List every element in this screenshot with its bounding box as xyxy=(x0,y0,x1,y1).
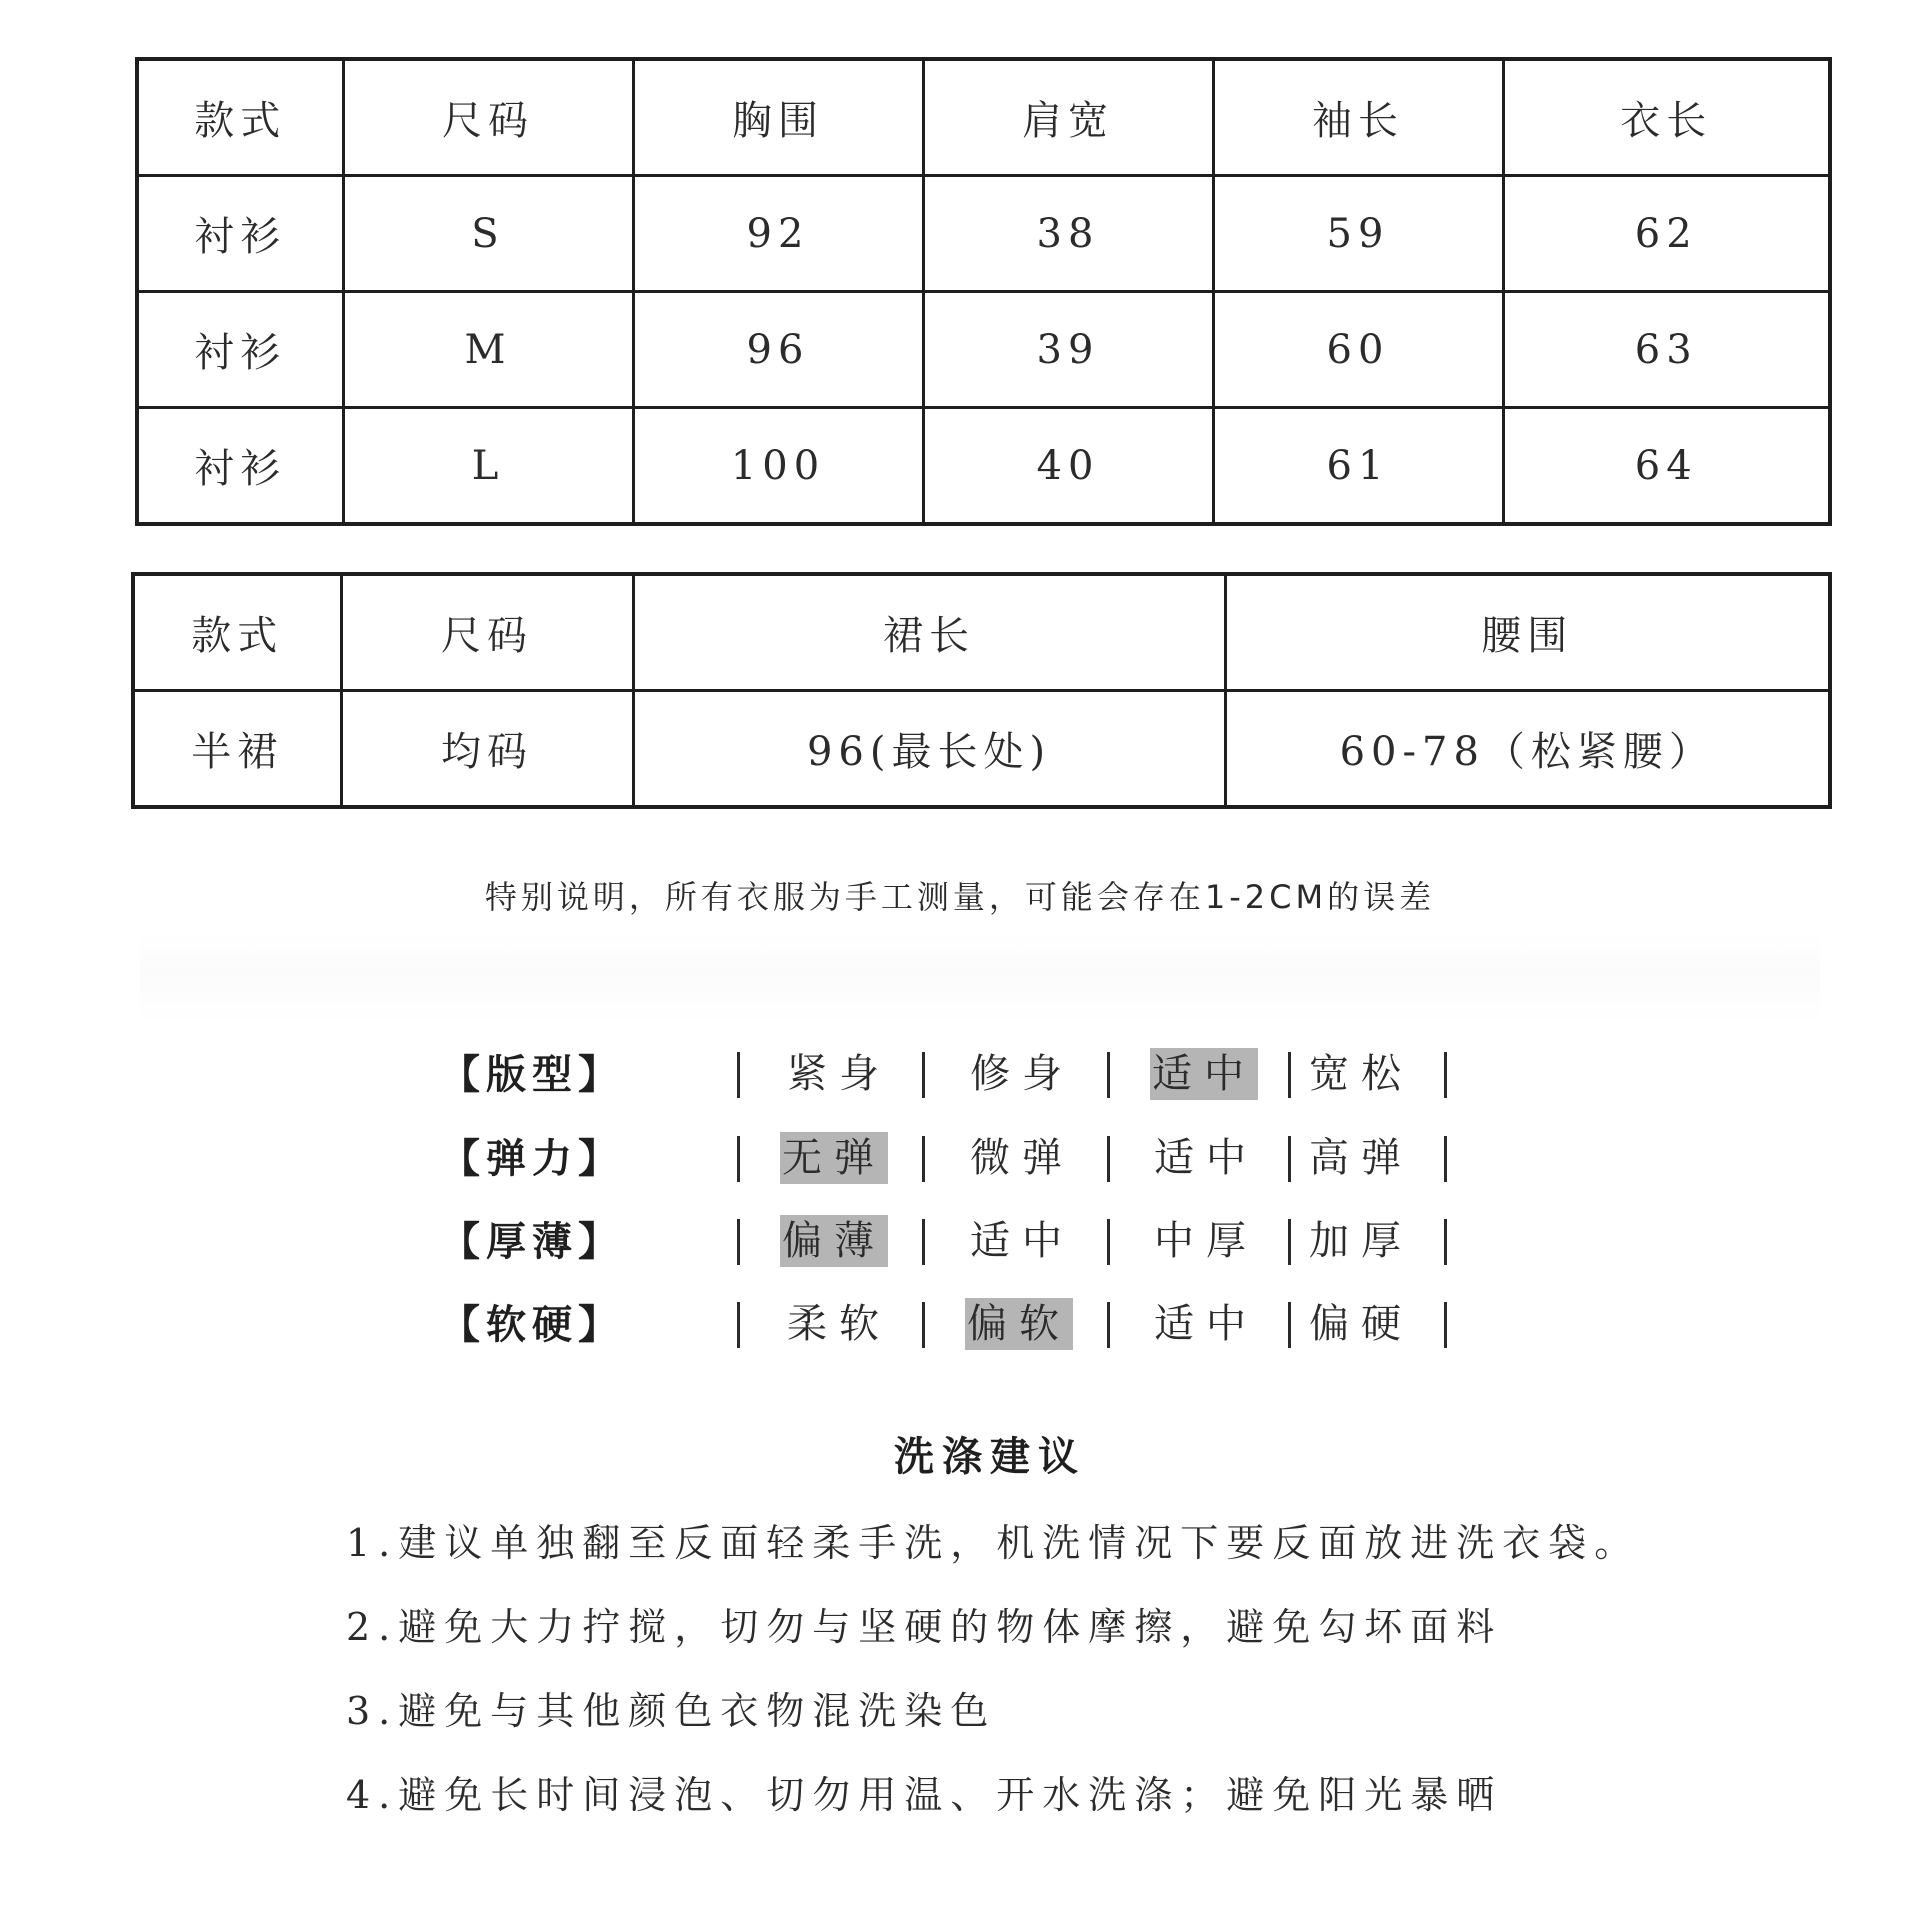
attribute-option-selected: 偏软 xyxy=(965,1298,1073,1350)
table-header-row xyxy=(133,574,1830,691)
table-cell: 39 xyxy=(923,292,1213,408)
attribute-option: 修身 xyxy=(970,1051,1074,1097)
washing-item: 3.避免与其他颜色衣物混洗染色 xyxy=(346,1689,997,1733)
table-cell: 61 xyxy=(1213,408,1503,525)
table-cell: 衬衫 xyxy=(137,292,343,408)
separator xyxy=(1288,1052,1291,1098)
table-cell: 60-78（松紧腰） xyxy=(1225,691,1830,808)
attribute-option: 宽松 xyxy=(1309,1051,1413,1097)
attribute-option: 紧身 xyxy=(787,1051,891,1097)
separator xyxy=(1107,1136,1110,1182)
attribute-option: 微弹 xyxy=(970,1135,1074,1181)
table-cell: 59 xyxy=(1213,176,1503,292)
table-cell: 60 xyxy=(1213,292,1503,408)
separator xyxy=(1444,1219,1447,1265)
attribute-option: 中厚 xyxy=(1154,1218,1258,1264)
separator xyxy=(737,1052,740,1098)
separator xyxy=(922,1052,925,1098)
attribute-option: 适中 xyxy=(1154,1301,1258,1347)
table-cell: 63 xyxy=(1503,292,1830,408)
attribute-option-selected: 适中 xyxy=(1150,1048,1258,1100)
table-cell: 衬衫 xyxy=(137,176,343,292)
attribute-row-softness xyxy=(0,1290,1920,1360)
separator xyxy=(737,1302,740,1348)
separator xyxy=(1288,1302,1291,1348)
table-row xyxy=(137,408,1830,525)
divider-band xyxy=(140,935,1820,1025)
separator xyxy=(1107,1302,1110,1348)
table-cell: 96 xyxy=(633,292,923,408)
skirt-size-table xyxy=(131,572,1832,809)
table-cell: L xyxy=(343,408,633,525)
table-cell: 均码 xyxy=(341,691,633,808)
attribute-option-selected: 无弹 xyxy=(780,1132,888,1184)
attribute-label: 【弹力】 xyxy=(440,1136,624,1182)
attribute-row-fit xyxy=(0,1040,1920,1110)
header-cell-style: 款式 xyxy=(133,574,341,691)
separator xyxy=(1444,1302,1447,1348)
separator xyxy=(1444,1136,1447,1182)
table-cell: 衬衫 xyxy=(137,408,343,525)
washing-item: 2.避免大力拧搅，切勿与坚硬的物体摩擦，避免勾坏面料 xyxy=(346,1605,1503,1649)
attribute-label: 【软硬】 xyxy=(440,1302,624,1348)
table-cell: S xyxy=(343,176,633,292)
header-cell-length: 衣长 xyxy=(1503,59,1830,176)
separator xyxy=(922,1302,925,1348)
washing-item: 1.建议单独翻至反面轻柔手洗，机洗情况下要反面放进洗衣袋。 xyxy=(346,1521,1641,1565)
attribute-option: 适中 xyxy=(1154,1135,1258,1181)
table-cell: 100 xyxy=(633,408,923,525)
attribute-option: 高弹 xyxy=(1309,1135,1413,1181)
separator xyxy=(1444,1052,1447,1098)
table-cell: 64 xyxy=(1503,408,1830,525)
separator xyxy=(1107,1219,1110,1265)
separator xyxy=(737,1219,740,1265)
measurement-note: 特别说明，所有衣服为手工测量，可能会存在1-2CM的误差 xyxy=(484,878,1436,916)
separator xyxy=(1288,1219,1291,1265)
table-header-row xyxy=(137,59,1830,176)
attribute-option: 柔软 xyxy=(787,1301,891,1347)
attribute-option-selected: 偏薄 xyxy=(780,1215,888,1267)
header-cell-chest: 胸围 xyxy=(633,59,923,176)
table-row xyxy=(137,292,1830,408)
attribute-row-thickness xyxy=(0,1207,1920,1277)
washing-item: 4.避免长时间浸泡、切勿用温、开水洗涤；避免阳光暴晒 xyxy=(346,1773,1503,1817)
attribute-label: 【厚薄】 xyxy=(440,1219,624,1265)
attribute-label: 【版型】 xyxy=(440,1052,624,1098)
header-cell-skirt-length: 裙长 xyxy=(633,574,1225,691)
header-cell-waist: 腰围 xyxy=(1225,574,1830,691)
attribute-option: 加厚 xyxy=(1309,1218,1413,1264)
table-cell: 40 xyxy=(923,408,1213,525)
header-cell-style: 款式 xyxy=(137,59,343,176)
separator xyxy=(922,1219,925,1265)
table-cell: 92 xyxy=(633,176,923,292)
table-cell: 半裙 xyxy=(133,691,341,808)
header-cell-size: 尺码 xyxy=(343,59,633,176)
table-row xyxy=(133,691,1830,808)
separator xyxy=(922,1136,925,1182)
header-cell-size: 尺码 xyxy=(341,574,633,691)
table-cell: 62 xyxy=(1503,176,1830,292)
attribute-row-elasticity xyxy=(0,1124,1920,1194)
header-cell-shoulder: 肩宽 xyxy=(923,59,1213,176)
table-cell: 38 xyxy=(923,176,1213,292)
table-cell: 96(最长处) xyxy=(633,691,1225,808)
washing-title: 洗涤建议 xyxy=(894,1434,1086,1480)
separator xyxy=(1107,1052,1110,1098)
attribute-option: 偏硬 xyxy=(1309,1301,1413,1347)
separator xyxy=(737,1136,740,1182)
separator xyxy=(1288,1136,1291,1182)
attribute-option: 适中 xyxy=(970,1218,1074,1264)
header-cell-sleeve: 袖长 xyxy=(1213,59,1503,176)
table-cell: M xyxy=(343,292,633,408)
shirt-size-table xyxy=(135,57,1832,526)
table-row xyxy=(137,176,1830,292)
